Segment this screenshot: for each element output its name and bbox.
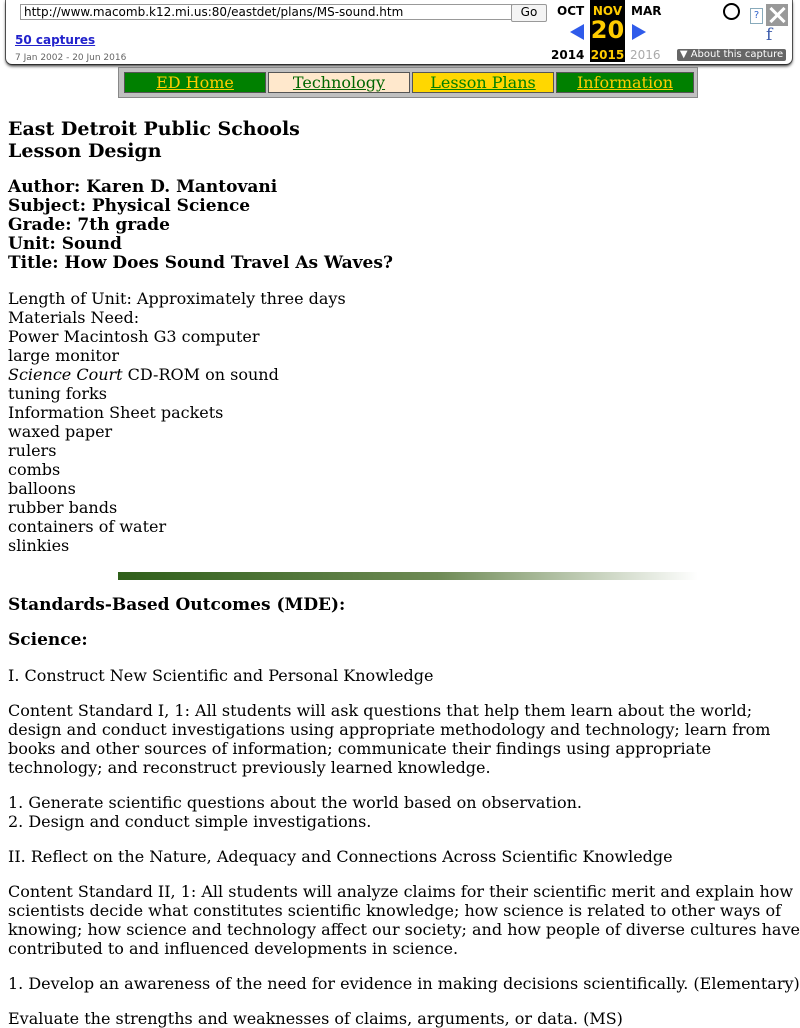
go-button[interactable]: Go xyxy=(511,4,547,22)
lesson-meta xyxy=(8,178,800,273)
material-item: waxed paper xyxy=(8,422,113,441)
materials-label: Materials Need: xyxy=(8,308,140,327)
site-nav xyxy=(118,67,698,98)
current-month: NOV xyxy=(592,4,623,18)
prev-year-link[interactable]: 2014 xyxy=(551,48,585,62)
unit: Unit: Sound xyxy=(8,234,122,254)
next-month-link[interactable]: MAR xyxy=(631,4,662,18)
current-year: 2015 xyxy=(590,48,625,62)
gradient-divider xyxy=(118,572,698,580)
standard-line: design and conduct investigations using appropriate methodology and technology; learn from xyxy=(8,720,771,739)
standard-line: technology; and reconstruct previously learned knowledge. xyxy=(8,758,491,777)
outcomes-heading: Standards-Based Outcomes (MDE): xyxy=(8,595,346,615)
benchmarks-1 xyxy=(8,793,800,831)
author: Author: Karen D. Mantovani xyxy=(8,177,278,197)
material-item: containers of water xyxy=(8,517,167,536)
captures-link[interactable]: 50 captures xyxy=(15,33,96,47)
standard-line: knowing; how science and technology affect our society; and how people of diverse cultures have xyxy=(8,920,800,939)
content-standard-1 xyxy=(8,701,800,777)
standards-section xyxy=(8,596,800,1028)
subject: Subject: Physical Science xyxy=(8,196,251,216)
main-content xyxy=(8,118,800,1028)
material-item: rulers xyxy=(8,441,57,460)
standard-line: scientists decide what constitutes scientific knowledge; how science is related to other ways of xyxy=(8,901,781,920)
current-capture-date xyxy=(590,0,625,62)
benchmark-item: 1. Generate scientific questions about the world based on observation. xyxy=(8,793,582,812)
unit-length: Length of Unit: Approximately three days xyxy=(8,289,346,308)
help-icon[interactable]: ? xyxy=(750,8,763,24)
standard-line: Content Standard II, 1: All students will analyze claims for their scientific merit and explain how xyxy=(8,882,794,901)
next-year-link: 2016 xyxy=(630,48,661,62)
capture-date-range: 7 Jan 2002 - 20 Jun 2016 xyxy=(15,53,127,63)
materials-section xyxy=(8,289,800,555)
nav-information[interactable]: Information xyxy=(556,72,694,93)
standard-line: books and other sources of information; communicate their findings using appropriate xyxy=(8,739,712,758)
standard-line: contributed to and influenced developments in science. xyxy=(8,939,459,958)
material-item: large monitor xyxy=(8,346,120,365)
current-day: 20 xyxy=(590,16,625,44)
material-item: combs xyxy=(8,460,61,479)
wayback-toolbar xyxy=(6,0,792,64)
benchmark-item: 1. Develop an awareness of the need for evidence in making decisions scientifically. (Elementary) xyxy=(8,974,800,993)
document-type: Lesson Design xyxy=(8,140,162,162)
benchmark-item: 2. Design and conduct simple investigations. xyxy=(8,812,372,831)
grade: Grade: 7th grade xyxy=(8,215,170,235)
next-capture-arrow-icon[interactable] xyxy=(632,24,646,40)
benchmark-item: Evaluate the strengths and weaknesses of claims, arguments, or data. (MS) xyxy=(8,1009,623,1028)
school-name: East Detroit Public Schools xyxy=(8,118,300,140)
standard-line: Content Standard I, 1: All students will ask questions that help them learn about the world; xyxy=(8,701,753,720)
material-item: slinkies xyxy=(8,536,70,555)
nav-technology[interactable]: Technology xyxy=(268,72,410,93)
strand-2: II. Reflect on the Nature, Adequacy and Connections Across Scientific Knowledge xyxy=(8,847,673,866)
close-icon[interactable] xyxy=(766,4,788,26)
nav-lesson-plans[interactable]: Lesson Plans xyxy=(412,72,554,93)
loading-circle-icon xyxy=(723,3,740,20)
material-item: rubber bands xyxy=(8,498,118,517)
url-input[interactable]: http://www.macomb.k12.mi.us:80/eastdet/plans/MS-sound.htm xyxy=(20,4,512,20)
prev-month-link[interactable]: OCT xyxy=(557,4,585,18)
material-item-rest: CD-ROM on sound xyxy=(122,365,279,384)
material-item: Information Sheet packets xyxy=(8,403,224,422)
facebook-icon[interactable]: f xyxy=(766,25,773,45)
material-item xyxy=(8,365,800,384)
page-title xyxy=(8,118,800,162)
material-item: Power Macintosh G3 computer xyxy=(8,327,260,346)
content-standard-2 xyxy=(8,882,800,958)
prev-capture-arrow-icon[interactable] xyxy=(570,24,584,40)
lesson-title: Title: How Does Sound Travel As Waves? xyxy=(8,253,393,273)
material-item: balloons xyxy=(8,479,76,498)
strand-1: I. Construct New Scientific and Personal Knowledge xyxy=(8,666,434,685)
nav-ed-home[interactable]: ED Home xyxy=(124,72,266,93)
about-capture-button[interactable]: ▼ About this capture xyxy=(677,49,786,61)
material-title-italic: Science Court xyxy=(8,365,123,384)
material-item: tuning forks xyxy=(8,384,107,403)
science-heading: Science: xyxy=(8,630,88,650)
